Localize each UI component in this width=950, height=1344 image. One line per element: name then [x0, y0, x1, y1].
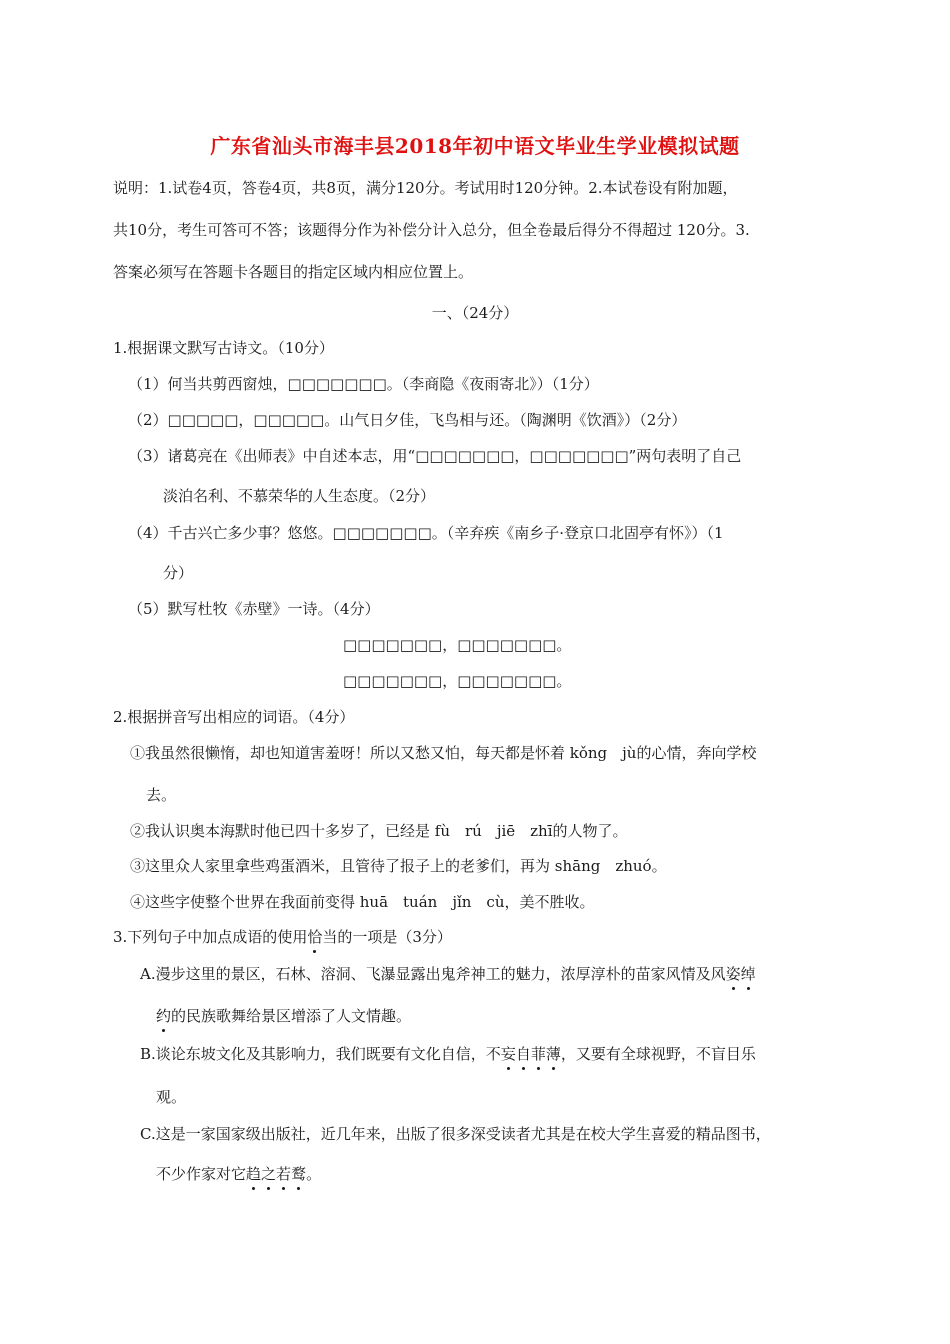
emphasis-char: 菲	[530, 1045, 546, 1063]
q1-item-1: （1）何当共剪西窗烛，□□□□□□□。（李商隐《夜雨寄北》）（1分）	[128, 375, 599, 393]
emphasis-char: 鹜	[291, 1165, 307, 1183]
q3-option-c-line-2: 不少作家对它趋之若鹜。	[156, 1165, 322, 1183]
q2-item-2: ②我认识奥本海默时他已四十多岁了，已经是 fù rú jiē zhī的人物了。	[130, 822, 628, 840]
section-heading: 一、（24分）	[431, 304, 519, 322]
q1-poem-line-1: □□□□□□□，□□□□□□□。	[343, 636, 572, 654]
q3-option-b-line-1: B.谈论东坡文化及其影响力，我们既要有文化自信，不妄自菲薄，又要有全球视野，不盲目乐	[140, 1045, 756, 1063]
intro-line-2: 共10分，考生可答可不答；该题得分作为补偿分计入总分，但全卷最后得分不得超过 120分。3.	[113, 221, 750, 239]
q2-item-1-line-2: 去。	[146, 786, 177, 804]
q3-option-c-line-1: C.这是一家国家级出版社，近几年来，出版了很多深受读者尤其是在校大学生喜爱的精品图书，	[140, 1125, 771, 1143]
intro-line-1: 说明：1.试卷4页，答卷4页，共8页，满分120分。考试用时120分钟。2.本试卷设有附加题，	[113, 179, 738, 197]
emphasis-char: 绰	[740, 965, 756, 983]
emphasis-char: 姿	[725, 965, 741, 983]
q2-item-4: ④这些字使整个世界在我面前变得 huā tuán jǐn cù，美不胜收。	[130, 893, 595, 911]
emphasis-char: 趋	[246, 1165, 262, 1183]
q1-heading: 1.根据课文默写古诗文。（10分）	[113, 339, 334, 357]
emphasis-char: 薄	[545, 1045, 561, 1063]
emphasis-char: 之	[261, 1165, 277, 1183]
emphasis-char: 约	[156, 1007, 172, 1025]
q1-item-5: （5）默写杜牧《赤壁》一诗。（4分）	[128, 600, 380, 618]
q1-item-3-line-2: 淡泊名利、不慕荣华的人生态度。（2分）	[163, 487, 436, 505]
emphasis-char: 自	[515, 1045, 531, 1063]
q2-heading: 2.根据拼音写出相应的词语。（4分）	[113, 708, 355, 726]
emphasis-char: 若	[276, 1165, 292, 1183]
q3-option-b-line-2: 观。	[156, 1088, 187, 1106]
q1-item-3-line-1: （3）诸葛亮在《出师表》中自述本志，用“□□□□□□□，□□□□□□□”两句表明了自己	[128, 447, 742, 465]
exam-title: 广东省汕头市海丰县2018年初中语文毕业生学业模拟试题	[210, 134, 740, 158]
intro-line-3: 答案必须写在答题卡各题目的指定区域内相应位置上。	[113, 263, 474, 281]
q3-option-a-line-1: A.漫步这里的景区，石林、溶洞、飞瀑显露出鬼斧神工的魅力，浓厚淳朴的苗家风情及风姿绰	[140, 965, 756, 983]
q1-item-4-line-2: 分）	[163, 564, 194, 582]
q2-item-1-line-1: ①我虽然很懒惰，却也知道害羞呀！所以又愁又怕，每天都是怀着 kǒng jù的心情，奔向学校	[130, 744, 757, 762]
emphasis-char: 恰	[307, 928, 323, 946]
emphasis-char: 妄	[500, 1045, 516, 1063]
q3-option-a-line-2: 约的民族歌舞给景区增添了人文情趣。	[156, 1007, 412, 1025]
q1-item-4-line-1: （4）千古兴亡多少事？悠悠。□□□□□□□。（辛弃疾《南乡子·登京口北固亭有怀》）（1	[128, 524, 724, 542]
q1-item-2: （2）□□□□□，□□□□□。山气日夕佳，飞鸟相与还。（陶渊明《饮酒》）（2分）	[128, 411, 687, 429]
q3-heading: 3.下列句子中加点成语的使用恰当的一项是（3分）	[113, 928, 452, 946]
q1-poem-line-2: □□□□□□□，□□□□□□□。	[343, 672, 572, 690]
q2-item-3: ③这里众人家里拿些鸡蛋酒米，且管待了报子上的老爹们，再为 shāng zhuó。	[130, 857, 667, 875]
